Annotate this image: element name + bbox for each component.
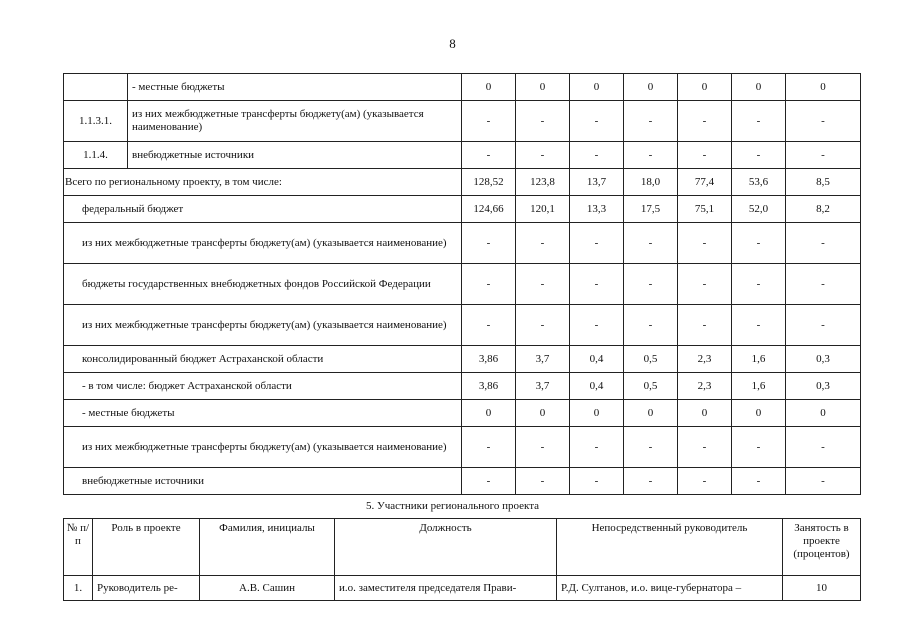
value-cell: 0 [732,74,786,101]
value-cell: 0,4 [570,373,624,400]
value-cell: - [732,101,786,142]
value-cell: 0 [516,400,570,427]
value-cell: - [678,223,732,264]
value-cell: 0,3 [786,346,861,373]
value-cell: - [570,223,624,264]
value-cell: 1,6 [732,346,786,373]
row-code: 1.1.3.1. [64,101,128,142]
value-cell: - [624,305,678,346]
header-name: Фамилия, инициалы [200,519,335,576]
value-cell: 52,0 [732,196,786,223]
value-cell: - [732,264,786,305]
value-cell: - [462,427,516,468]
value-cell: - [678,305,732,346]
table-row [64,101,861,142]
value-cell: - [570,427,624,468]
row-label: внебюджетные источники [128,142,462,169]
value-cell: 53,6 [732,169,786,196]
header-number: № п/п [64,519,93,576]
value-cell: 123,8 [516,169,570,196]
value-cell: 0 [516,74,570,101]
value-cell: - [462,468,516,495]
row-label: из них межбюджетные трансферты бюджету(ам) (указывается наименование) [64,223,462,264]
participant-employment: 10 [783,576,861,601]
value-cell: - [570,264,624,305]
value-cell: - [624,427,678,468]
value-cell: - [516,101,570,142]
value-cell: - [732,468,786,495]
participant-role: Руководитель ре- [93,576,200,601]
value-cell: 0,5 [624,346,678,373]
value-cell: - [786,305,861,346]
participant-position: и.о. заместителя председателя Прави- [335,576,557,601]
value-cell: - [516,142,570,169]
value-cell: 77,4 [678,169,732,196]
value-cell: 3,86 [462,346,516,373]
value-cell: 2,3 [678,373,732,400]
table-row [64,223,861,264]
value-cell: - [678,468,732,495]
header-supervisor: Непосредственный руководитель [557,519,783,576]
value-cell: - [462,101,516,142]
value-cell: 2,3 [678,346,732,373]
value-cell: - [732,142,786,169]
value-cell: - [570,468,624,495]
value-cell: - [786,142,861,169]
value-cell: 0 [678,74,732,101]
value-cell: 17,5 [624,196,678,223]
table-row [64,196,861,223]
value-cell: - [786,427,861,468]
value-cell: 13,3 [570,196,624,223]
value-cell: - [516,305,570,346]
table-row [64,74,861,101]
value-cell: 0 [570,400,624,427]
value-cell: - [462,223,516,264]
value-cell: - [624,142,678,169]
value-cell: 75,1 [678,196,732,223]
section-title: 5. Участники регионального проекта [365,500,540,512]
value-cell: 0,5 [624,373,678,400]
row-label: Всего по региональному проекту, в том числе: [64,169,462,196]
value-cell: 0,4 [570,346,624,373]
budget-table [63,73,861,495]
value-cell: - [516,223,570,264]
header-role: Роль в проекте [93,519,200,576]
value-cell: 1,6 [732,373,786,400]
value-cell: - [678,427,732,468]
table-row [64,264,861,305]
value-cell: - [462,305,516,346]
value-cell: - [462,264,516,305]
participants-table [63,518,861,601]
value-cell: - [624,264,678,305]
header-employment: Занятость в проекте (процентов) [783,519,861,576]
row-label: - местные бюджеты [128,74,462,101]
value-cell: 0 [624,400,678,427]
row-label: внебюджетные источники [64,468,462,495]
value-cell: 13,7 [570,169,624,196]
row-code: 1.1.4. [64,142,128,169]
value-cell: - [516,468,570,495]
value-cell: 124,66 [462,196,516,223]
value-cell: 0 [462,400,516,427]
table-row [64,305,861,346]
value-cell: - [570,101,624,142]
value-cell: - [462,142,516,169]
value-cell: 0 [678,400,732,427]
table-row [64,468,861,495]
table-row [64,400,861,427]
value-cell: 0 [624,74,678,101]
value-cell: 0,3 [786,373,861,400]
header-position: Должность [335,519,557,576]
row-label: федеральный бюджет [64,196,462,223]
value-cell: - [732,223,786,264]
value-cell: - [624,101,678,142]
row-label: бюджеты государственных внебюджетных фондов Российской Федерации [64,264,462,305]
table-row [64,169,861,196]
row-label: - в том числе: бюджет Астраханской области [64,373,462,400]
value-cell: 3,7 [516,373,570,400]
page-number: 8 [449,36,456,51]
value-cell: 0 [570,74,624,101]
value-cell: - [678,142,732,169]
value-cell: - [732,427,786,468]
value-cell: - [624,468,678,495]
value-cell: - [786,223,861,264]
value-cell: - [570,142,624,169]
value-cell: - [516,264,570,305]
participant-supervisor: Р.Д. Султанов, и.о. вице-губернатора – [557,576,783,601]
value-cell: - [786,101,861,142]
header-row [64,519,861,576]
value-cell: - [678,101,732,142]
value-cell: 18,0 [624,169,678,196]
value-cell: - [516,427,570,468]
value-cell: 0 [732,400,786,427]
row-label: консолидированный бюджет Астраханской области [64,346,462,373]
value-cell: - [678,264,732,305]
value-cell: 0 [786,74,861,101]
table-row [64,427,861,468]
table-row [64,142,861,169]
value-cell: - [624,223,678,264]
value-cell: 0 [786,400,861,427]
value-cell: - [570,305,624,346]
value-cell: 3,7 [516,346,570,373]
participant-number: 1. [64,576,93,601]
row-label: из них межбюджетные трансферты бюджету(ам) (указывается наименование) [64,305,462,346]
value-cell: - [732,305,786,346]
row-label: из них межбюджетные трансферты бюджету(ам) (указывается наименование) [128,101,462,142]
value-cell: 120,1 [516,196,570,223]
value-cell: 8,5 [786,169,861,196]
value-cell: - [786,264,861,305]
value-cell: 0 [462,74,516,101]
table-row [64,346,861,373]
row-label: из них межбюджетные трансферты бюджету(ам) (указывается наименование) [64,427,462,468]
row-label: - местные бюджеты [64,400,462,427]
value-cell: 3,86 [462,373,516,400]
participant-name: А.В. Сашин [200,576,335,601]
row-code [64,74,128,101]
value-cell: - [786,468,861,495]
value-cell: 8,2 [786,196,861,223]
table-row [64,373,861,400]
value-cell: 128,52 [462,169,516,196]
table-row [64,576,861,601]
